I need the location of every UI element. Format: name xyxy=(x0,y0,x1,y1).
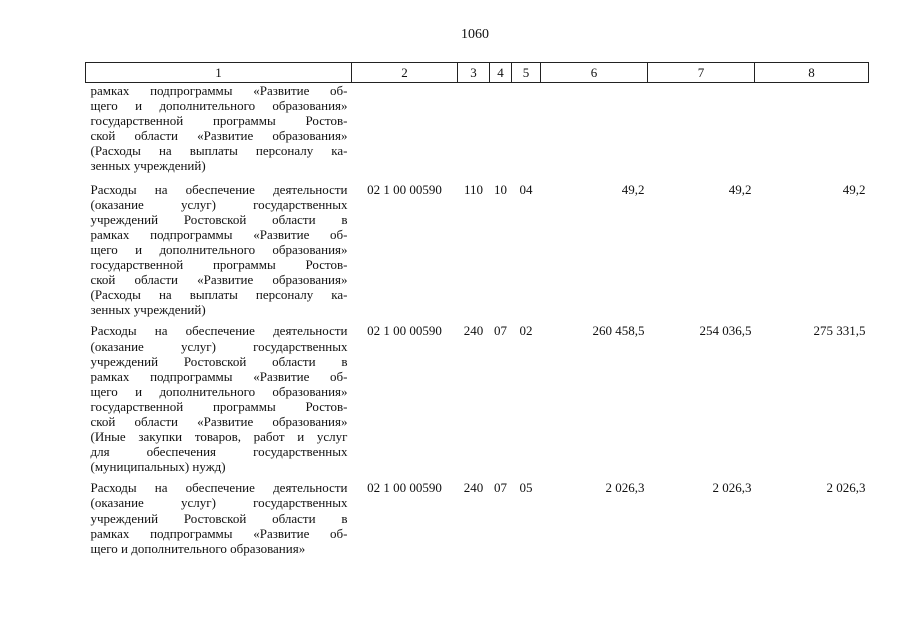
description-line: щего и дополнительного образования» xyxy=(90,241,348,257)
expense-type-cell xyxy=(458,83,490,182)
budget-code-cell: 02 1 00 00590 xyxy=(367,181,442,197)
description-line: для обеспечения государственных xyxy=(90,444,348,460)
column-header: 5 xyxy=(512,63,541,83)
column-header: 4 xyxy=(490,63,512,83)
amount-year-3-cell: 49,2 xyxy=(842,181,866,197)
description-line: ской области «Развитие образования» xyxy=(90,413,348,429)
amount-year-1-cell: 2 026,3 xyxy=(605,480,645,496)
description-line: рамках подпрограммы «Развитие об- xyxy=(90,368,348,384)
table-row xyxy=(86,182,869,324)
expense-type-cell: 240 xyxy=(463,480,484,496)
section-cell: 07 xyxy=(494,480,507,496)
table-row xyxy=(86,323,869,480)
description-line: (Расходы на выплаты персоналу ка- xyxy=(90,143,348,159)
amount-year-2-cell: 254 036,5 xyxy=(699,323,752,339)
description-line: рамках подпрограммы «Развитие об- xyxy=(90,226,348,242)
description-line: зенных учреждений) xyxy=(90,302,206,318)
description-line: рамках подпрограммы «Развитие об- xyxy=(90,83,348,98)
table-body xyxy=(86,83,869,562)
description-line: государственной программы Ростов- xyxy=(90,257,348,273)
description-line: Расходы на обеспечение деятельности xyxy=(90,480,348,496)
description-line: зенных учреждений) xyxy=(90,158,206,174)
subsection-cell xyxy=(512,83,541,182)
section-cell: 07 xyxy=(494,323,507,339)
budget-code-cell xyxy=(352,83,458,182)
description-line: (муниципальных) нужд) xyxy=(90,459,226,475)
description-line: ской области «Развитие образования» xyxy=(90,272,348,288)
section-cell: 10 xyxy=(494,181,507,197)
column-header: 7 xyxy=(648,63,755,83)
budget-table xyxy=(85,62,869,562)
amount-year-2-cell: 49,2 xyxy=(728,181,752,197)
amount-year-3-cell: 275 331,5 xyxy=(813,323,866,339)
section-cell xyxy=(490,83,512,182)
description-line: ской области «Развитие образования» xyxy=(90,128,348,144)
column-header: 3 xyxy=(458,63,490,83)
column-header: 8 xyxy=(755,63,869,83)
column-header: 6 xyxy=(541,63,648,83)
description-cell xyxy=(86,182,352,324)
budget-code-cell: 02 1 00 00590 xyxy=(367,480,442,496)
description-line: (оказание услуг) государственных xyxy=(90,338,348,354)
subsection-cell: 05 xyxy=(519,480,533,496)
description-line: рамках подпрограммы «Развитие об- xyxy=(90,525,348,541)
description-cell xyxy=(86,83,352,182)
description-cell xyxy=(86,323,352,480)
expense-type-cell: 240 xyxy=(463,323,484,339)
column-header: 2 xyxy=(352,63,458,83)
description-line: щего и дополнительного образования» xyxy=(90,98,348,114)
description-cell xyxy=(86,480,352,561)
description-line: Расходы на обеспечение деятельности xyxy=(90,323,348,339)
description-line: государственной программы Ростов- xyxy=(90,398,348,414)
description-line: (оказание услуг) государственных xyxy=(90,196,348,212)
amount-year-3-cell xyxy=(755,83,869,182)
description-line: щего и дополнительного образования» xyxy=(90,540,306,556)
subsection-cell: 04 xyxy=(519,181,533,197)
amount-year-1-cell xyxy=(541,83,648,182)
description-line: (Иные закупки товаров, работ и услуг xyxy=(90,429,348,445)
description-line: (Расходы на выплаты персоналу ка- xyxy=(90,287,348,303)
amount-year-3-cell: 2 026,3 xyxy=(826,480,866,496)
table-row xyxy=(86,480,869,561)
amount-year-1-cell: 49,2 xyxy=(621,181,645,197)
column-header: 1 xyxy=(86,63,352,83)
description-line: государственной программы Ростов- xyxy=(90,113,348,129)
amount-year-1-cell: 260 458,5 xyxy=(592,323,645,339)
table-row xyxy=(86,83,869,182)
table-header xyxy=(86,63,869,83)
description-line: учреждений Ростовской области в xyxy=(90,510,348,526)
subsection-cell: 02 xyxy=(519,323,533,339)
page-number: 1060 xyxy=(461,27,489,42)
description-line: Расходы на обеспечение деятельности xyxy=(90,181,348,197)
description-line: учреждений Ростовской области в xyxy=(90,211,348,227)
budget-code-cell: 02 1 00 00590 xyxy=(367,323,442,339)
amount-year-2-cell xyxy=(648,83,755,182)
expense-type-cell: 110 xyxy=(463,181,484,197)
amount-year-2-cell: 2 026,3 xyxy=(712,480,752,496)
description-line: (оказание услуг) государственных xyxy=(90,495,348,511)
description-line: учреждений Ростовской области в xyxy=(90,353,348,369)
description-line: щего и дополнительного образования» xyxy=(90,383,348,399)
